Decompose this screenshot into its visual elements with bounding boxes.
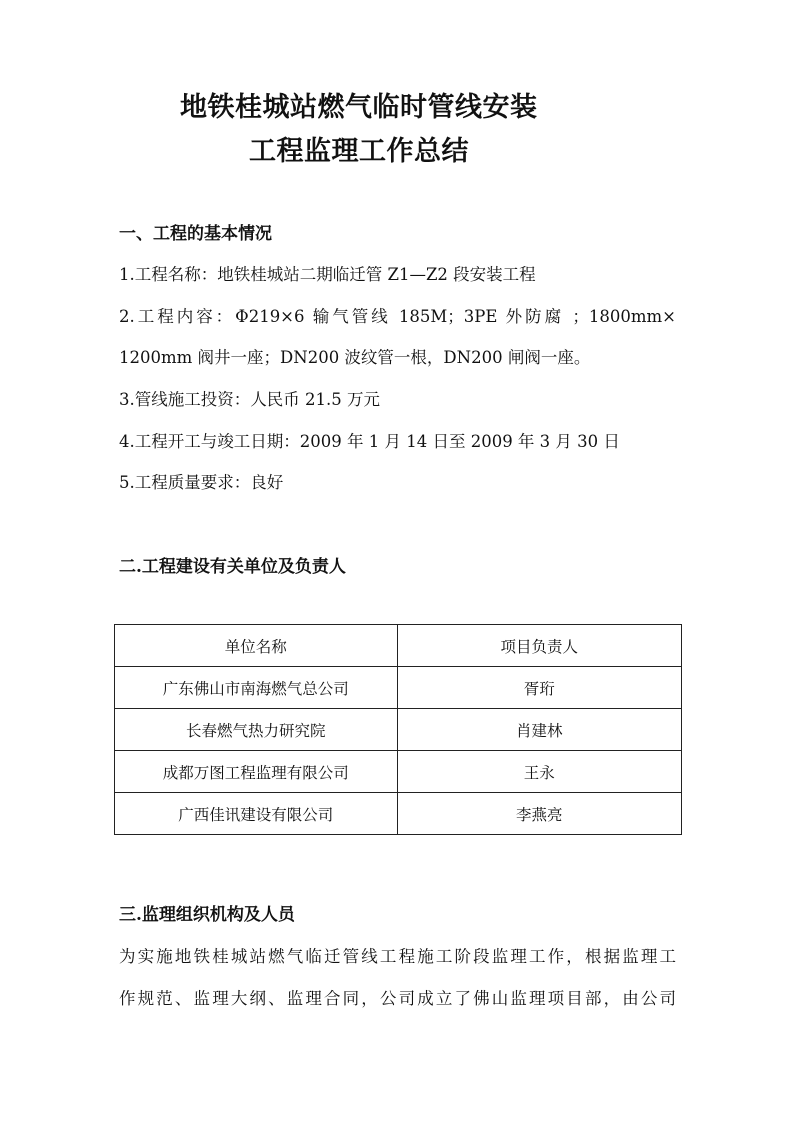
table-row	[115, 793, 682, 835]
section-1-heading: 一、工程的基本情况	[119, 224, 272, 244]
section-2-heading: 二.工程建设有关单位及负责人	[119, 557, 346, 577]
project-leader-cell: 胥珩	[397, 667, 682, 709]
paragraph-line: 为实施地铁桂城站燃气临迁管线工程施工阶段监理工作，根据监理工	[119, 947, 676, 966]
unit-name-header: 单位名称	[115, 625, 398, 667]
unit-name-cell: 广西佳讯建设有限公司	[115, 793, 398, 835]
project-content-line: 2.工程内容：Φ219×6 输气管线 185M；3PE 外防腐 ；1800mm×	[119, 307, 676, 326]
table-row	[115, 709, 682, 751]
project-leader-cell: 李燕亮	[397, 793, 682, 835]
table-row	[115, 751, 682, 793]
table-row	[115, 667, 682, 709]
document-title-line-2: 工程监理工作总结	[249, 136, 469, 167]
responsible-units-table	[114, 624, 682, 835]
unit-name-cell: 长春燃气热力研究院	[115, 709, 398, 751]
project-leader-header: 项目负责人	[397, 625, 682, 667]
project-dates-line: 4.工程开工与竣工日期：2009 年 1 月 14 日至 2009 年 3 月 30 日	[119, 432, 620, 451]
table-header-row	[115, 625, 682, 667]
project-leader-cell: 肖建林	[397, 709, 682, 751]
project-leader-cell: 王永	[397, 751, 682, 793]
paragraph-line: 作规范、监理大纲、监理合同，公司成立了佛山监理项目部，由公司	[119, 989, 676, 1008]
unit-name-cell: 成都万图工程监理有限公司	[115, 751, 398, 793]
unit-name-cell: 广东佛山市南海燃气总公司	[115, 667, 398, 709]
document-title-line-1: 地铁桂城站燃气临时管线安装	[180, 92, 538, 123]
project-name-line: 1.工程名称：地铁桂城站二期临迁管 Z1—Z2 段安装工程	[119, 265, 536, 284]
project-content-continuation: 1200mm 阀井一座；DN200 波纹管一根，DN200 闸阀一座。	[119, 348, 591, 367]
project-quality-line: 5.工程质量要求：良好	[119, 473, 284, 492]
section-3-heading: 三.监理组织机构及人员	[119, 905, 295, 925]
project-investment-line: 3.管线施工投资：人民币 21.5 万元	[119, 390, 380, 409]
